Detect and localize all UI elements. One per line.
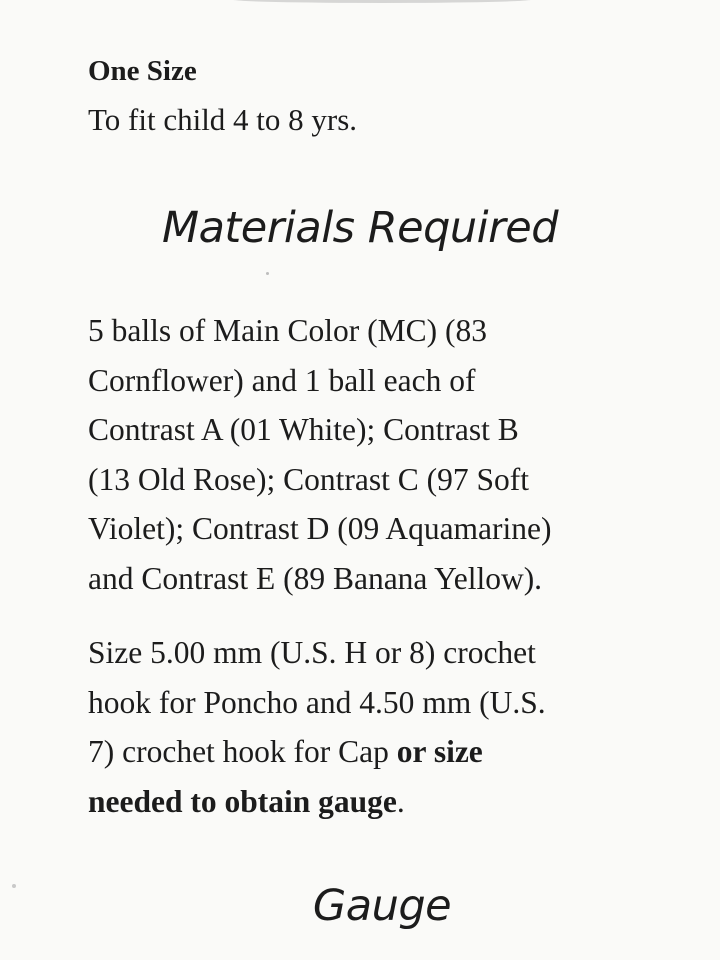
materials-heading: Materials Required <box>161 203 558 253</box>
size-heading: One Size <box>88 55 197 87</box>
hook-line-bold: needed to obtain gauge <box>88 783 397 819</box>
yarn-line: Cornflower) and 1 ball each of <box>88 362 476 398</box>
hook-paragraph <box>88 628 698 826</box>
hook-line-text: 7) crochet hook for Cap <box>88 734 397 769</box>
hook-line <box>88 727 698 777</box>
top-edge-shadow <box>232 0 532 3</box>
hook-line: Size 5.00 mm (U.S. H or 8) crochet <box>88 635 536 670</box>
yarn-line: (13 Old Rose); Contrast C (97 Soft <box>88 461 529 497</box>
yarn-line: and Contrast E (89 Banana Yellow). <box>88 560 543 596</box>
gauge-heading: Gauge <box>312 881 452 931</box>
hook-line <box>88 777 698 827</box>
yarn-line: Violet); Contrast D (09 Aquamarine) <box>88 511 552 546</box>
hook-line-bold: or size <box>396 734 483 769</box>
hook-line-end: . <box>396 783 405 819</box>
yarn-paragraph <box>88 306 698 603</box>
margin-speck <box>12 884 16 888</box>
yarn-line: Contrast A (01 White); Contrast B <box>88 412 519 447</box>
yarn-line: 5 balls of Main Color (MC) (83 <box>88 313 487 348</box>
hook-line: hook for Poncho and 4.50 mm (U.S. <box>88 684 546 720</box>
size-description: To fit child 4 to 8 yrs. <box>88 102 358 137</box>
print-speck <box>266 272 269 275</box>
